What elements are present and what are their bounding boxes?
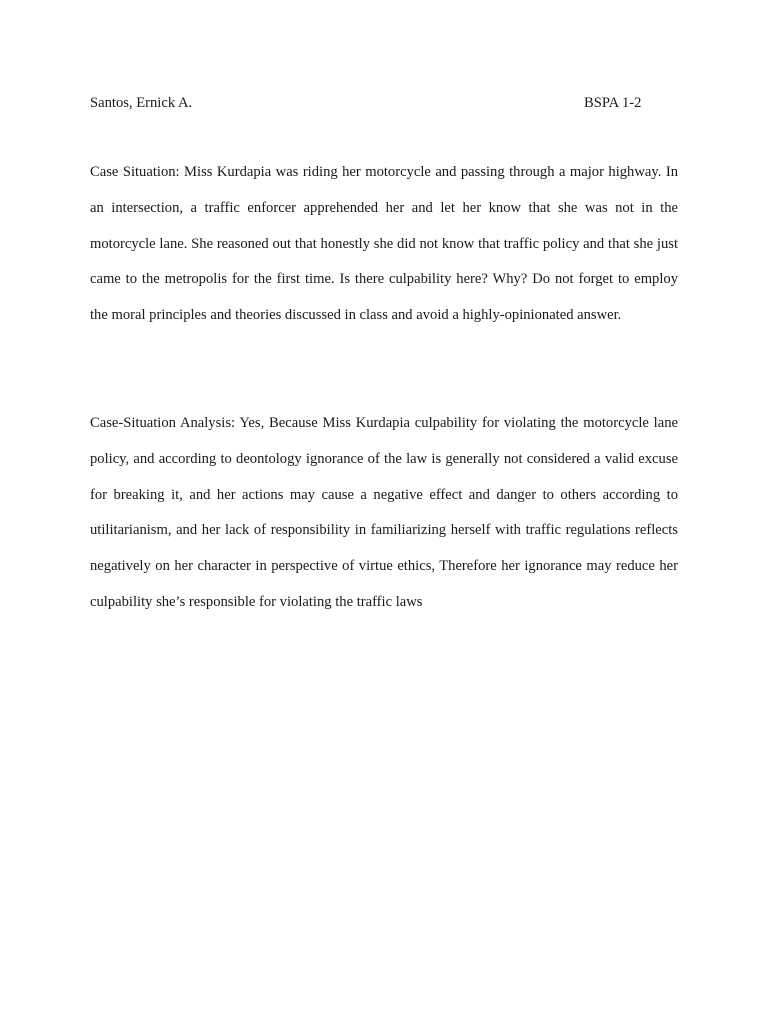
student-section: BSPA 1-2 (584, 95, 642, 111)
case-situation-paragraph: Case Situation: Miss Kurdapia was riding her motorcycle and passing through a major highway. In an intersection, a traffic enforcer apprehended her and let her know that she was not in the motorcycle lane. She reasoned out that honestly she did not know that traffic policy and that she just came to the metropolis for the first time. Is there culpability here? Why? Do not forget to employ the moral principles and theories discussed in class and avoid a highly-opinionated answer. (90, 164, 678, 324)
student-name: Santos, Ernick A. (90, 95, 193, 111)
case-analysis-paragraph: Case-Situation Analysis: Yes, Because Miss Kurdapia culpability for violating the motorcycle lane policy, and according to deontology ignorance of the law is generally not considered a valid excuse for breaking it, and her actions may cause a negative effect and danger to others according to utilitarianism, and her lack of responsibility in familiarizing herself with traffic regulations reflects negatively on her character in perspective of virtue ethics, Therefore her ignorance may reduce her culpability she’s responsible for violating the traffic laws (90, 415, 678, 610)
